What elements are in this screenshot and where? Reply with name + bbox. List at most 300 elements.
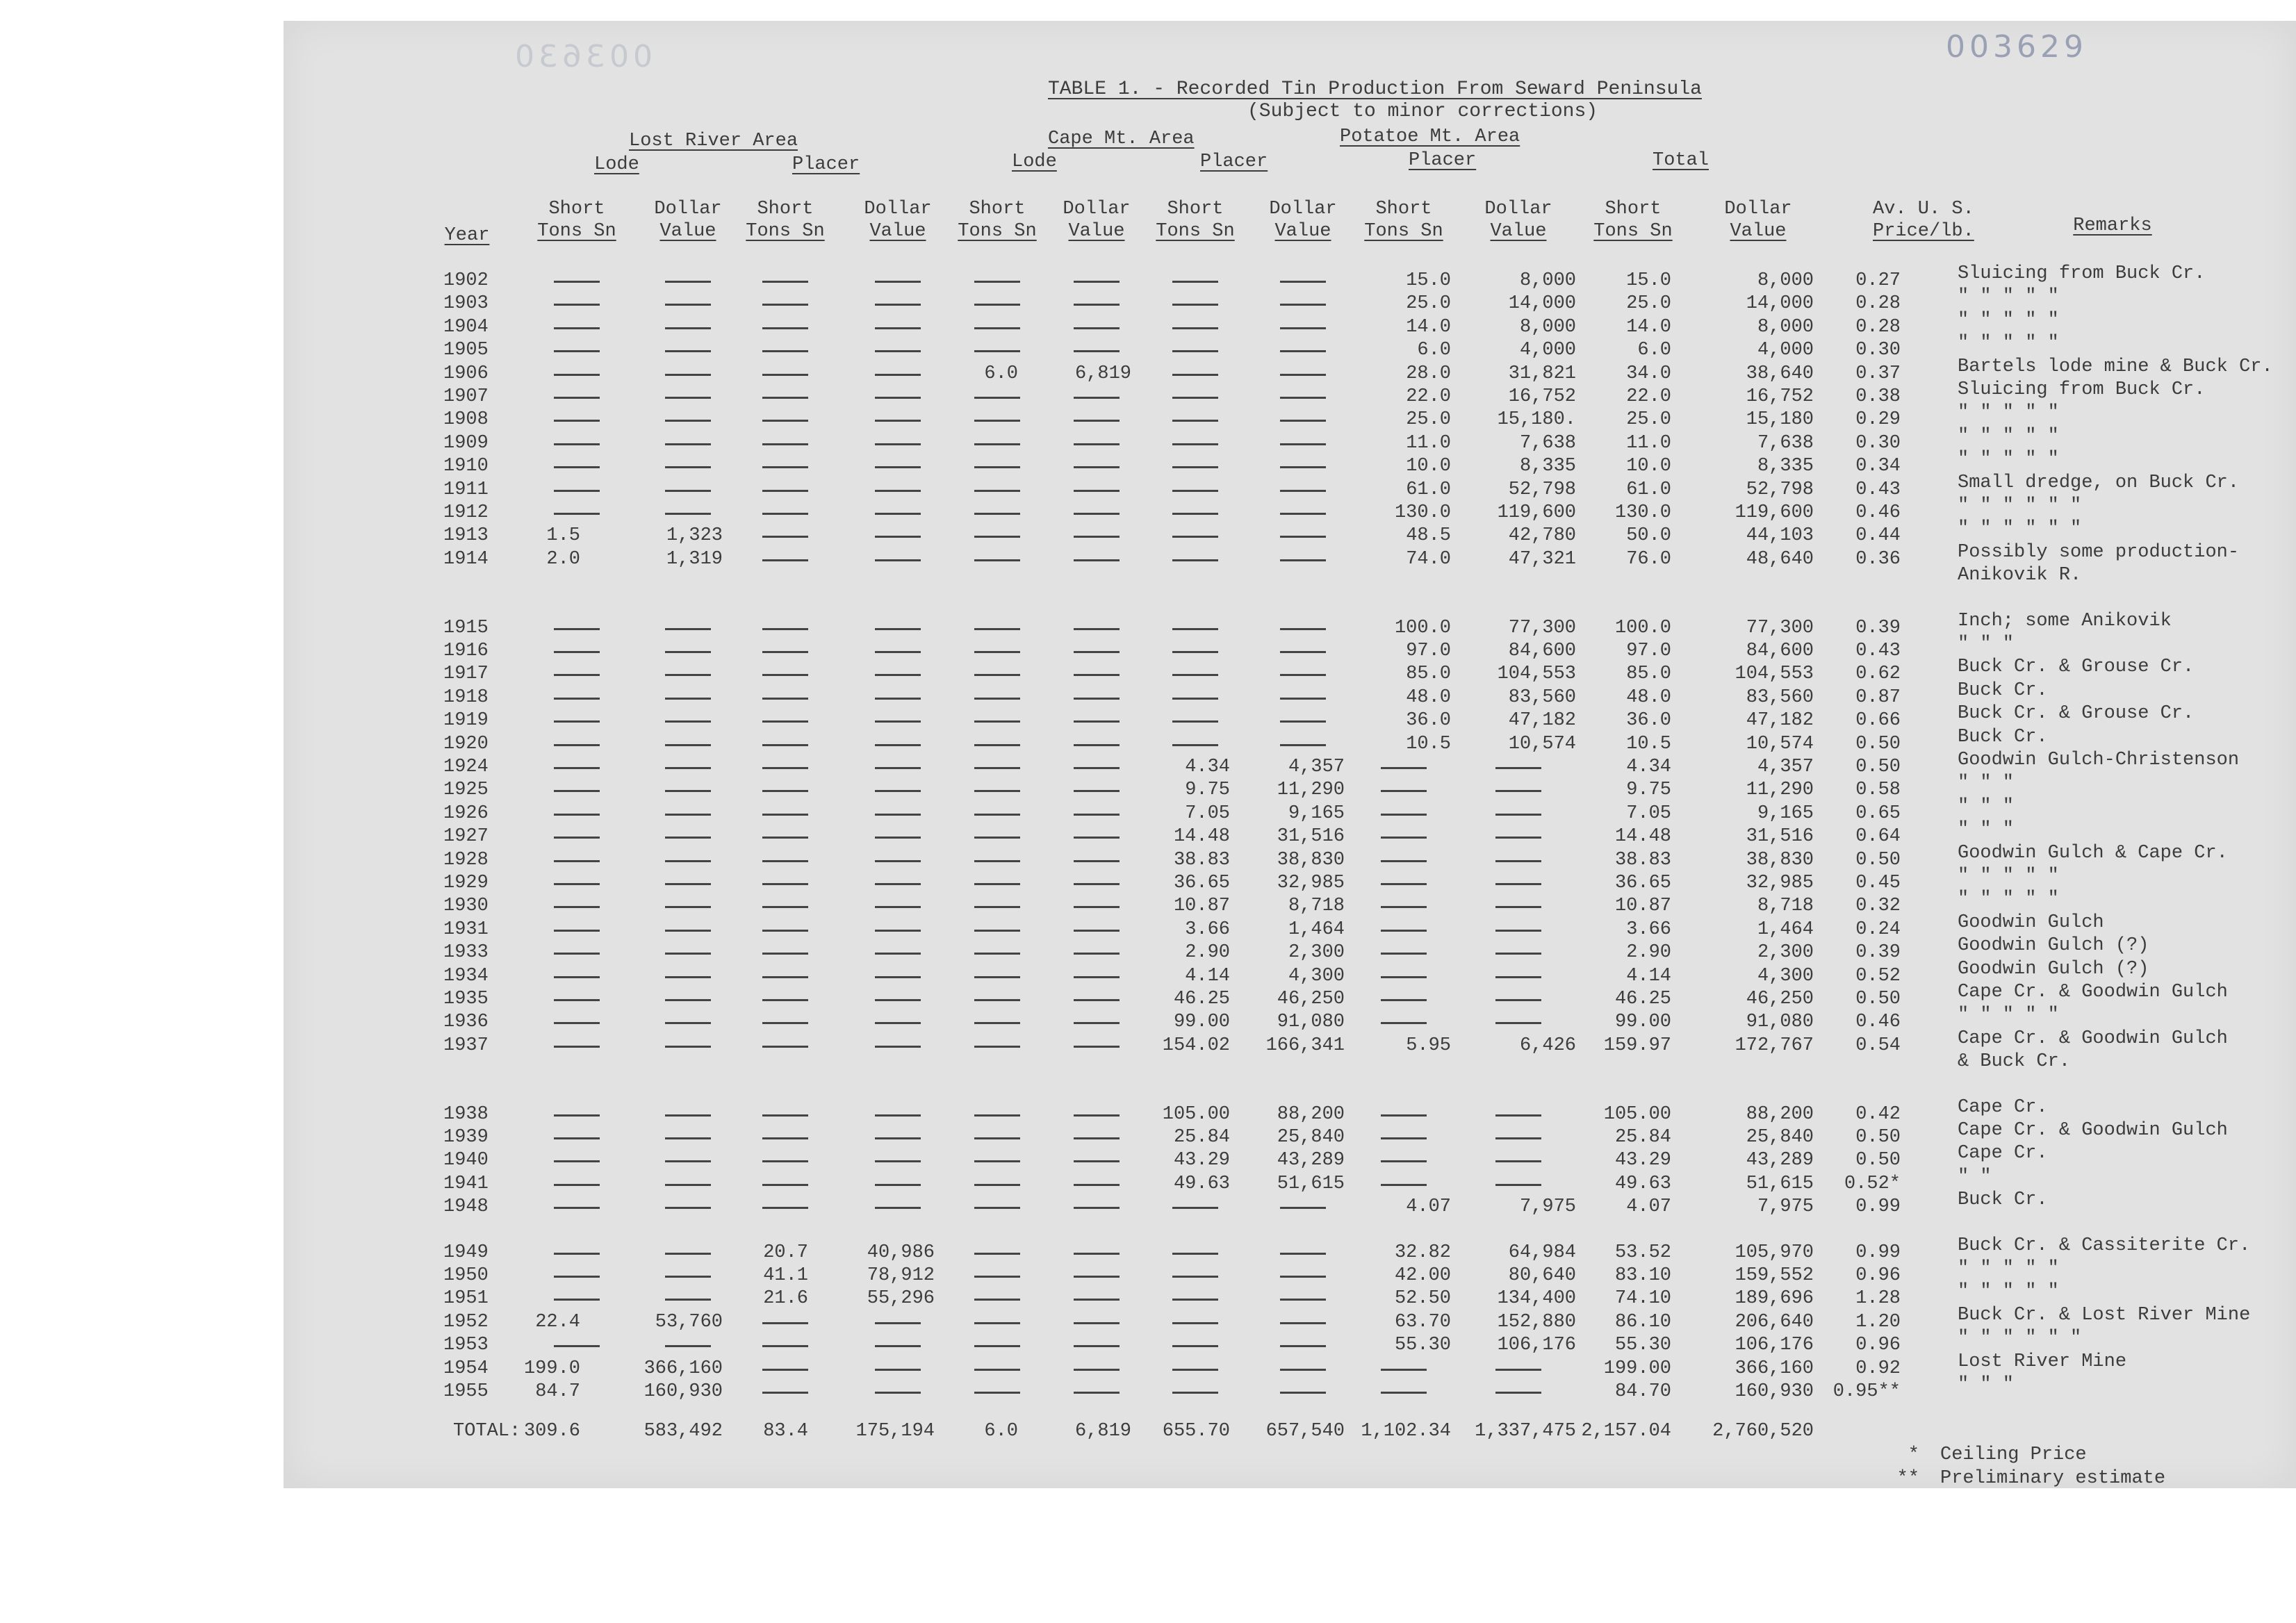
empty-dash [665, 698, 711, 700]
empty-dash [762, 1160, 808, 1162]
column-header: Tons Sn [1593, 221, 1673, 242]
value-cell: 36.65 [1173, 873, 1230, 893]
empty-dash [875, 490, 921, 492]
value-cell: 206,640 [1735, 1311, 1814, 1333]
column-header-top: Dollar [654, 199, 722, 220]
value-cell: 3.66 [1185, 918, 1230, 940]
value-cell: 99.00 [1173, 1012, 1230, 1033]
empty-dash [974, 1184, 1020, 1186]
value-cell: 6.0 [984, 363, 1018, 384]
empty-dash [1381, 1114, 1427, 1117]
value-cell: 105.00 [1162, 1103, 1230, 1125]
empty-dash [974, 1253, 1020, 1255]
value-cell: 8,718 [1288, 896, 1345, 917]
empty-dash [554, 1137, 600, 1139]
empty-dash [1381, 1137, 1427, 1139]
value-cell: 0.62 [1855, 664, 1901, 685]
remarks-cell: " " [1958, 1166, 1992, 1187]
empty-dash [974, 1392, 1020, 1394]
empty-dash [554, 1345, 600, 1347]
empty-dash [665, 281, 711, 283]
value-cell: 0.29 [1855, 409, 1901, 431]
value-cell: 106,176 [1497, 1335, 1576, 1356]
value-cell: 7,975 [1757, 1196, 1814, 1218]
empty-dash [1172, 466, 1218, 468]
empty-dash [974, 536, 1020, 538]
value-cell: 0.50 [1855, 1150, 1901, 1171]
value-cell: 15.0 [1406, 270, 1451, 291]
value-cell: 25,840 [1277, 1127, 1345, 1148]
empty-dash [875, 651, 921, 653]
value-cell: 0.54 [1855, 1035, 1901, 1056]
value-cell: 10.5 [1626, 733, 1671, 755]
empty-dash [554, 628, 600, 630]
empty-dash [665, 1184, 711, 1186]
value-cell: 10.87 [1614, 896, 1671, 917]
subheader-lost-river-placer: Placer [792, 154, 860, 175]
empty-dash [974, 1022, 1020, 1024]
empty-dash [554, 374, 600, 376]
empty-dash [1074, 628, 1120, 630]
value-cell: 38,830 [1746, 849, 1814, 871]
empty-dash [875, 443, 921, 445]
total-value-cell: 309.6 [523, 1421, 580, 1442]
value-cell: 7,638 [1757, 432, 1814, 454]
year-cell: 1937 [443, 1035, 489, 1056]
empty-dash [974, 304, 1020, 306]
empty-dash [554, 443, 600, 445]
empty-dash [1172, 1369, 1218, 1371]
empty-dash [1074, 397, 1120, 399]
empty-dash [665, 397, 711, 399]
value-cell: 32,985 [1277, 873, 1345, 893]
value-cell: 38.83 [1614, 849, 1671, 871]
subheader-cape-mt-placer: Placer [1200, 151, 1268, 172]
year-cell: 1920 [443, 733, 489, 755]
year-cell: 1951 [443, 1288, 489, 1310]
empty-dash [1172, 1299, 1218, 1301]
value-cell: 0.66 [1855, 710, 1901, 732]
value-cell: 25,840 [1746, 1127, 1814, 1148]
year-cell: 1919 [443, 710, 489, 732]
value-cell: 83.10 [1614, 1265, 1671, 1286]
value-cell: 55.30 [1394, 1335, 1451, 1356]
value-cell: 0.43 [1855, 641, 1901, 661]
value-cell: 134,400 [1497, 1288, 1576, 1310]
empty-dash [974, 513, 1020, 515]
empty-dash [554, 1046, 600, 1048]
empty-dash [762, 651, 808, 653]
empty-dash [554, 930, 600, 932]
empty-dash [1074, 559, 1120, 561]
empty-dash [762, 1184, 808, 1186]
empty-dash [554, 976, 600, 978]
column-header: Tons Sn [1156, 221, 1235, 242]
empty-dash [1381, 883, 1427, 885]
empty-dash [665, 1022, 711, 1024]
value-cell: 61.0 [1406, 479, 1451, 500]
value-cell: 9,165 [1288, 802, 1345, 824]
empty-dash [1074, 281, 1120, 283]
value-cell: 25.0 [1406, 409, 1451, 431]
empty-dash [762, 1322, 808, 1324]
empty-dash [1074, 744, 1120, 746]
value-cell: 48.0 [1626, 686, 1671, 708]
empty-dash [1172, 1207, 1218, 1209]
value-cell: 8,000 [1757, 316, 1814, 338]
empty-dash [665, 883, 711, 885]
empty-dash [554, 767, 600, 769]
value-cell: 100.0 [1394, 617, 1451, 639]
empty-dash [875, 767, 921, 769]
empty-dash [762, 976, 808, 978]
column-header: Value [1274, 221, 1331, 242]
year-cell: 1939 [443, 1127, 489, 1148]
empty-dash [665, 628, 711, 630]
value-cell: 43.29 [1173, 1150, 1230, 1171]
value-cell: 10,574 [1508, 733, 1576, 755]
value-cell: 0.46 [1855, 1012, 1901, 1033]
empty-dash [875, 304, 921, 306]
total-value-cell: 657,540 [1265, 1421, 1345, 1442]
empty-dash [875, 906, 921, 908]
empty-dash [762, 883, 808, 885]
empty-dash [1280, 1369, 1326, 1371]
subheader-potatoe-mt-placer: Placer [1409, 150, 1477, 171]
remarks-cell: Small dredge, on Buck Cr. [1958, 472, 2240, 493]
value-cell: 0.92 [1855, 1358, 1901, 1379]
value-cell: 14.0 [1406, 316, 1451, 338]
year-cell: 1910 [443, 456, 489, 477]
year-cell: 1949 [443, 1242, 489, 1263]
remarks-cell: Buck Cr. [1958, 726, 2048, 748]
footnote-mark: * [1908, 1444, 1919, 1466]
value-cell: 100.0 [1614, 617, 1671, 639]
value-cell: 8,718 [1757, 896, 1814, 917]
year-cell: 1909 [443, 432, 489, 454]
value-cell: 42.00 [1394, 1265, 1451, 1286]
empty-dash [554, 1253, 600, 1255]
value-cell: 61.0 [1626, 479, 1671, 500]
empty-dash [665, 906, 711, 908]
empty-dash [1172, 281, 1218, 283]
value-cell: 42,780 [1508, 525, 1576, 547]
year-cell: 1935 [443, 989, 489, 1010]
year-cell: 1930 [443, 896, 489, 917]
remarks-cell: " " " " " [1958, 309, 2059, 331]
value-cell: 152,880 [1497, 1311, 1576, 1333]
value-cell: 52,798 [1508, 479, 1576, 500]
value-cell: 4,357 [1288, 757, 1345, 777]
value-cell: 91,080 [1746, 1012, 1814, 1033]
value-cell: 4.07 [1406, 1196, 1451, 1218]
total-value-cell: 583,492 [643, 1421, 723, 1442]
value-cell: 8,000 [1519, 316, 1576, 338]
value-cell: 83,560 [1508, 686, 1576, 708]
empty-dash [974, 628, 1020, 630]
empty-dash [974, 837, 1020, 839]
empty-dash [974, 281, 1020, 283]
value-cell: 55,296 [867, 1288, 935, 1310]
value-cell: 46.25 [1614, 989, 1671, 1010]
empty-dash [1172, 513, 1218, 515]
subheader-cape-mt-lode: Lode [1012, 151, 1057, 172]
value-cell: 38,830 [1277, 849, 1345, 871]
remarks-cell: Goodwin Gulch & Cape Cr. [1958, 842, 2228, 864]
empty-dash [875, 1022, 921, 1024]
empty-dash [974, 976, 1020, 978]
value-cell: 106,176 [1735, 1335, 1814, 1356]
empty-dash [554, 790, 600, 792]
year-cell: 1912 [443, 502, 489, 523]
empty-dash [665, 976, 711, 978]
year-cell: 1913 [443, 525, 489, 547]
empty-dash [974, 1345, 1020, 1347]
empty-dash [554, 1184, 600, 1186]
value-cell: 0.46 [1855, 502, 1901, 523]
year-cell: 1914 [443, 548, 489, 570]
empty-dash [762, 674, 808, 676]
empty-dash [974, 397, 1020, 399]
column-header-top: Dollar [864, 199, 932, 220]
remarks-cell: " " " " " [1958, 889, 2059, 910]
value-cell: 0.58 [1855, 780, 1901, 801]
value-cell: 0.99 [1855, 1242, 1901, 1263]
column-header: Value [1068, 221, 1125, 242]
empty-dash [762, 443, 808, 445]
empty-dash [554, 281, 600, 283]
value-cell: 14.48 [1173, 826, 1230, 848]
empty-dash [974, 559, 1020, 561]
value-cell: 14.0 [1626, 316, 1671, 338]
empty-dash [762, 420, 808, 422]
empty-dash [974, 1276, 1020, 1278]
column-header: Tons Sn [958, 221, 1037, 242]
empty-dash [875, 628, 921, 630]
empty-dash [974, 883, 1020, 885]
value-cell: 28.0 [1406, 363, 1451, 384]
empty-dash [554, 1160, 600, 1162]
column-header-top: Short [1605, 199, 1662, 220]
empty-dash [1074, 720, 1120, 723]
remarks-cell: Cape Cr. & Goodwin Gulch [1958, 1028, 2228, 1049]
empty-dash [762, 327, 808, 329]
value-cell: 14,000 [1746, 293, 1814, 315]
empty-dash [762, 790, 808, 792]
value-cell: 97.0 [1626, 641, 1671, 661]
value-cell: 0.37 [1855, 363, 1901, 384]
value-cell: 6,819 [1074, 363, 1131, 384]
empty-dash [1074, 674, 1120, 676]
empty-dash [762, 744, 808, 746]
empty-dash [665, 674, 711, 676]
empty-dash [554, 999, 600, 1001]
empty-dash [665, 374, 711, 376]
column-header: Tons Sn [537, 221, 616, 242]
empty-dash [554, 1276, 600, 1278]
empty-dash [1172, 1392, 1218, 1394]
empty-dash [762, 466, 808, 468]
value-cell: 50.0 [1626, 525, 1671, 547]
value-cell: 21.6 [763, 1288, 808, 1310]
value-cell: 0.34 [1855, 456, 1901, 477]
value-cell: 44,103 [1746, 525, 1814, 547]
year-cell: 1918 [443, 686, 489, 708]
value-cell: 4,300 [1757, 965, 1814, 987]
year-cell: 1902 [443, 270, 489, 291]
value-cell: 7.05 [1185, 802, 1230, 824]
empty-dash [762, 1345, 808, 1347]
value-cell: 0.36 [1855, 548, 1901, 570]
empty-dash [665, 350, 711, 352]
year-cell: 1954 [443, 1358, 489, 1379]
empty-dash [875, 790, 921, 792]
empty-dash [1381, 930, 1427, 932]
value-cell: 172,767 [1735, 1035, 1814, 1056]
value-cell: 22.0 [1626, 386, 1671, 407]
value-cell: 1,464 [1757, 918, 1814, 940]
empty-dash [665, 327, 711, 329]
empty-dash [762, 490, 808, 492]
empty-dash [1172, 744, 1218, 746]
value-cell: 47,182 [1508, 710, 1576, 732]
year-cell: 1927 [443, 826, 489, 848]
empty-dash [974, 1114, 1020, 1117]
value-cell: 15,180. [1497, 409, 1576, 431]
year-cell: 1933 [443, 942, 489, 964]
empty-dash [1381, 976, 1427, 978]
year-cell: 1940 [443, 1150, 489, 1171]
value-cell: 0.27 [1855, 270, 1901, 291]
value-cell: 0.39 [1855, 617, 1901, 639]
value-cell: 85.0 [1626, 664, 1671, 685]
column-header-top: Short [1375, 199, 1432, 220]
empty-dash [1074, 536, 1120, 538]
empty-dash [875, 466, 921, 468]
value-cell: 366,160 [643, 1358, 723, 1379]
empty-dash [554, 327, 600, 329]
empty-dash [974, 790, 1020, 792]
year-cell: 1905 [443, 340, 489, 361]
column-header: Year [444, 225, 490, 246]
value-cell: 55.30 [1614, 1335, 1671, 1356]
year-cell: 1924 [443, 757, 489, 777]
empty-dash [762, 1022, 808, 1024]
empty-dash [665, 837, 711, 839]
empty-dash [554, 1207, 600, 1209]
group-header-lost-river: Lost River Area [629, 131, 798, 151]
empty-dash [1074, 698, 1120, 700]
value-cell: 0.30 [1855, 432, 1901, 454]
empty-dash [665, 1160, 711, 1162]
empty-dash [762, 698, 808, 700]
value-cell: 159.97 [1603, 1035, 1671, 1056]
column-header: Tons Sn [746, 221, 825, 242]
value-cell: 84,600 [1746, 641, 1814, 661]
remarks-cell: " " " " " [1958, 402, 2059, 424]
empty-dash [1381, 906, 1427, 908]
remarks-cell: " " " " " [1958, 1005, 2059, 1026]
column-header: Value [1490, 221, 1547, 242]
table-title: TABLE 1. - Recorded Tin Production From Seward Peninsula [1048, 79, 1702, 100]
value-cell: 32,985 [1746, 873, 1814, 893]
value-cell: 83,560 [1746, 686, 1814, 708]
value-cell: 16,752 [1746, 386, 1814, 407]
empty-dash [762, 350, 808, 352]
empty-dash [762, 837, 808, 839]
empty-dash [875, 420, 921, 422]
empty-dash [762, 281, 808, 283]
value-cell: 31,516 [1746, 826, 1814, 848]
total-value-cell: 1,337,475 [1475, 1421, 1576, 1442]
value-cell: 5.95 [1406, 1035, 1451, 1056]
year-cell: 1952 [443, 1311, 489, 1333]
empty-dash [665, 720, 711, 723]
value-cell: 78,912 [867, 1265, 935, 1286]
value-cell: 25.0 [1406, 293, 1451, 315]
empty-dash [875, 720, 921, 723]
value-cell: 7,975 [1519, 1196, 1576, 1218]
column-header-top: Short [969, 199, 1026, 220]
year-cell: 1955 [443, 1381, 489, 1402]
empty-dash [762, 767, 808, 769]
empty-dash [974, 350, 1020, 352]
empty-dash [762, 513, 808, 515]
column-header-top: Dollar [1484, 199, 1552, 220]
remarks-cell: Cape Cr. [1958, 1143, 2048, 1164]
remarks-cell: " " " " " " [1958, 495, 2082, 516]
column-header: Price/lb. [1873, 221, 1974, 242]
empty-dash [974, 860, 1020, 862]
value-cell: 4,357 [1757, 757, 1814, 777]
empty-dash [1381, 1369, 1427, 1371]
remarks-cell: Buck Cr. & Grouse Cr. [1958, 703, 2195, 725]
year-cell: 1926 [443, 802, 489, 824]
value-cell: 0.45 [1855, 873, 1901, 893]
subheader-lost-river-lode: Lode [594, 154, 639, 175]
value-cell: 0.99 [1855, 1196, 1901, 1218]
value-cell: 38,640 [1746, 363, 1814, 384]
value-cell: 105.00 [1603, 1103, 1671, 1125]
remarks-cell: Cape Cr. & Goodwin Gulch [1958, 982, 2228, 1003]
value-cell: 46,250 [1746, 989, 1814, 1010]
empty-dash [762, 720, 808, 723]
value-cell: 99.00 [1614, 1012, 1671, 1033]
value-cell: 85.0 [1406, 664, 1451, 685]
year-cell: 1911 [443, 479, 489, 500]
empty-dash [554, 906, 600, 908]
column-header: Value [659, 221, 716, 242]
year-cell: 1915 [443, 617, 489, 639]
value-cell: 31,516 [1277, 826, 1345, 848]
value-cell: 15,180 [1746, 409, 1814, 431]
empty-dash [554, 674, 600, 676]
empty-dash [875, 327, 921, 329]
column-header-top: Dollar [1269, 199, 1337, 220]
value-cell: 43,289 [1277, 1150, 1345, 1171]
value-cell: 119,600 [1497, 502, 1576, 523]
year-cell: 1904 [443, 316, 489, 338]
value-cell: 0.39 [1855, 942, 1901, 964]
empty-dash [665, 767, 711, 769]
remarks-cell: Inch; some Anikovik [1958, 610, 2172, 632]
value-cell: 11,290 [1746, 780, 1814, 801]
empty-dash [974, 1369, 1020, 1371]
column-header: Remarks [2073, 215, 2152, 236]
value-cell: 2.90 [1626, 942, 1671, 964]
empty-dash [762, 906, 808, 908]
column-header: Value [869, 221, 926, 242]
